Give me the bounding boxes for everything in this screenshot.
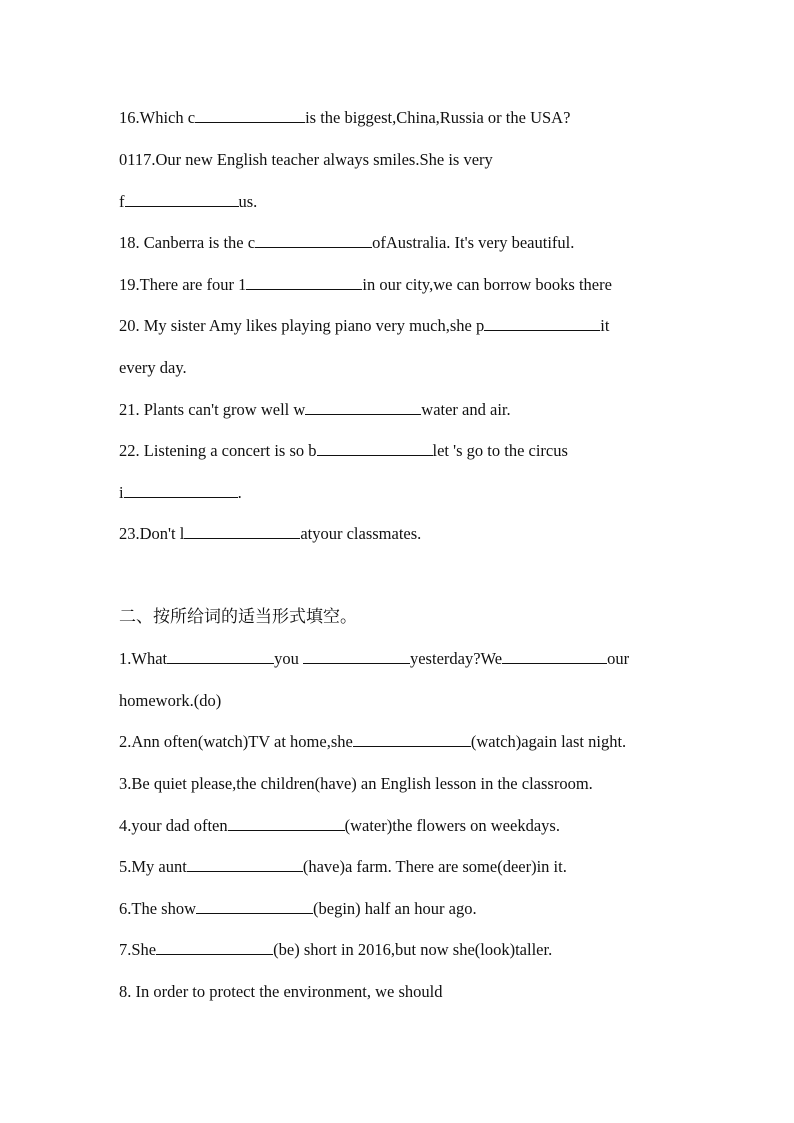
answer-blank[interactable] [124,483,238,498]
exercise-4-text-a: 4.your dad often [119,816,228,835]
answer-blank[interactable] [317,441,433,456]
exercise-5 [119,857,567,877]
question-17-cont-text-a: f [119,192,125,211]
question-22 [119,441,568,461]
question-18 [119,233,574,253]
exercise-7-text-a: 7.She [119,940,157,959]
question-19-text-b: in our city,we can borrow books there [362,275,612,294]
answer-blank[interactable] [184,524,300,539]
question-19 [119,275,612,295]
exercise-7 [119,940,552,960]
question-17-cont-text-b: us. [238,192,258,211]
exercise-1-text-c: yesterday?We [409,649,503,668]
exercise-1-text-b: you [274,649,299,668]
exercise-6-text-a: 6.The show [119,899,196,918]
question-21-text-b: water and air. [421,400,511,419]
question-23-text-a: 23.Don't l [119,524,185,543]
question-20-text-a: 20. My sister Amy likes playing piano very much,she p [119,316,485,335]
exercise-6 [119,899,477,919]
question-19-text-a: 19.There are four 1 [119,275,247,294]
exercise-1-text-a: 1.What [119,649,168,668]
exercise-1-cont [119,691,221,711]
exercise-3 [119,774,593,794]
question-18-text-a: 18. Canberra is the c [119,233,256,252]
exercise-8 [119,982,443,1002]
answer-blank[interactable] [196,899,313,914]
question-16 [119,108,570,128]
exercise-3-text: 3.Be quiet please,the children(have) an English lesson in the classroom. [119,774,593,793]
question-17 [119,150,493,170]
question-22-cont [119,483,242,503]
question-22-cont-text-a: i [119,483,124,502]
question-23 [119,524,421,544]
exercise-4-text-b: (water)the flowers on weekdays. [344,816,560,835]
question-17-text-a: 0117.Our new English teacher always smiles.She is very [119,150,493,169]
question-20-cont [119,358,187,378]
question-21-text-a: 21. Plants can't grow well w [119,400,306,419]
answer-blank[interactable] [305,400,421,415]
exercise-1-cont-text: homework.(do) [119,691,222,710]
answer-blank[interactable] [125,192,239,207]
question-16-text-a: 16.Which c [119,108,196,127]
question-16-text-b: is the biggest,China,Russia or the USA? [305,108,571,127]
exercise-1 [119,649,629,669]
answer-blank[interactable] [156,940,273,955]
question-22-cont-text-b: . [237,483,242,502]
answer-blank[interactable] [195,108,305,123]
answer-blank[interactable] [484,316,600,331]
answer-blank[interactable] [167,649,274,664]
exercise-8-text: 8. In order to protect the environment, we should [119,982,443,1001]
question-20-text-b: it [600,316,610,335]
answer-blank[interactable] [255,233,372,248]
exercise-2-text-b: (watch)again last night. [470,732,627,751]
question-21 [119,400,511,420]
exercise-5-text-a: 5.My aunt [119,857,187,876]
exercise-1-text-d: our [607,649,630,668]
answer-blank[interactable] [502,649,607,664]
answer-blank[interactable] [246,275,362,290]
question-20 [119,316,609,336]
exercise-4 [119,816,560,836]
question-22-text-a: 22. Listening a concert is so b [119,441,317,460]
answer-blank[interactable] [303,649,410,664]
exercise-2-text-a: 2.Ann often(watch)TV at home,she [119,732,353,751]
question-22-text-b: let 's go to the circus [432,441,568,460]
question-17-cont [119,192,257,212]
exercise-5-text-b: (have)a farm. There are some(deer)in it. [302,857,567,876]
answer-blank[interactable] [187,857,303,872]
exercise-7-text-b: (be) short in 2016,but now she(look)taller. [273,940,553,959]
section-2-heading: 二、按所给词的适当形式填空。 [119,607,357,627]
question-23-text-b: atyour classmates. [300,524,422,543]
answer-blank[interactable] [353,732,471,747]
question-18-text-b: ofAustralia. It's very beautiful. [372,233,575,252]
answer-blank[interactable] [228,816,345,831]
question-20-cont-text: every day. [119,358,187,377]
exercise-2 [119,732,626,752]
exercise-6-text-b: (begin) half an hour ago. [313,899,477,918]
